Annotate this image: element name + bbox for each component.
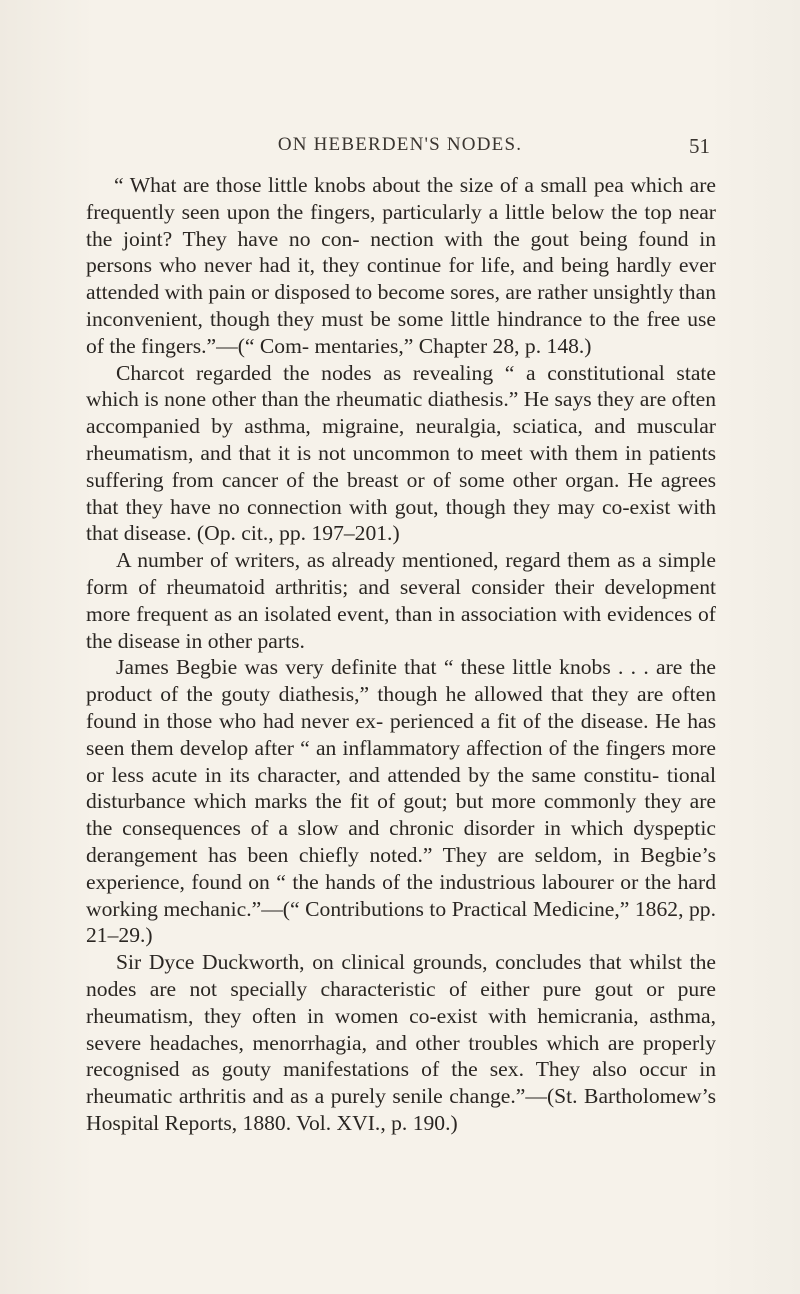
- running-head: ON HEBERDEN'S NODES.: [277, 134, 523, 155]
- paragraph-rheumatoid-arthritis: A number of writers, as already mentioned, regard them as a simple form of rheumatoid arthritis; and several consider their development more frequent as an isolated event, than in association with evidences of the disease in other parts.: [86, 548, 716, 653]
- body-text: [86, 172, 716, 1137]
- paragraph-begbie: James Begbie was very definite that “ these little knobs . . . are the product of the gouty diathesis,” though he allowed that they are often found in those who had never ex- perienced a fit of the disease. He has seen them develop after “ an inflammatory affection of the fingers more or less acute in its character, and attended by the same constitu- tional disturbance which marks the fit of gout; but more commonly they are the consequences of a slow and chronic disorder in which dyspeptic derangement has been chiefly noted.” They are seldom, in Begbie’s experience, found on “ the hands of the industrious labourer or the hard working mechanic.”—(“ Contributions to Practical Medicine,” 1862, pp. 21–29.): [86, 655, 716, 948]
- paragraph-duckworth: Sir Dyce Duckworth, on clinical grounds, concludes that whilst the nodes are not specially characteristic of either pure gout or pure rheumatism, they often in women co-exist with hemicrania, asthma, severe headaches, menorrhagia, and other troubles which are properly recognised as gouty manifestations of the sex. They also occur in rheumatic arthritis and as a purely senile change.”—(St. Bartholomew’s Hospital Reports, 1880. Vol. XVI., p. 190.): [86, 950, 716, 1135]
- page-number: 51: [689, 134, 710, 158]
- paragraph-charcot: Charcot regarded the nodes as revealing “ a constitutional state which is none other than the rheumatic diathesis.” He says they are often accompanied by asthma, migraine, neuralgia, sciatica, and muscular rheumatism, and that it is not uncommon to meet with them in patients suffering from cancer of the breast or of some other organ. He agrees that they have no connection with gout, though they may co-exist with that disease. (Op. cit., pp. 197–201.): [86, 360, 716, 546]
- page-header: [90, 134, 710, 164]
- paragraph-heberden-quote: “ What are those little knobs about the size of a small pea which are frequently seen upon the fingers, particularly a little below the top near the joint? They have no con- nection with the gout being found in persons who never had it, they continue for life, and being hardly ever attended with pain or disposed to become sores, are rather unsightly than inconvenient, though they must be some little hindrance to the free use of the fingers.”—(“ Com- mentaries,” Chapter 28, p. 148.): [86, 173, 716, 358]
